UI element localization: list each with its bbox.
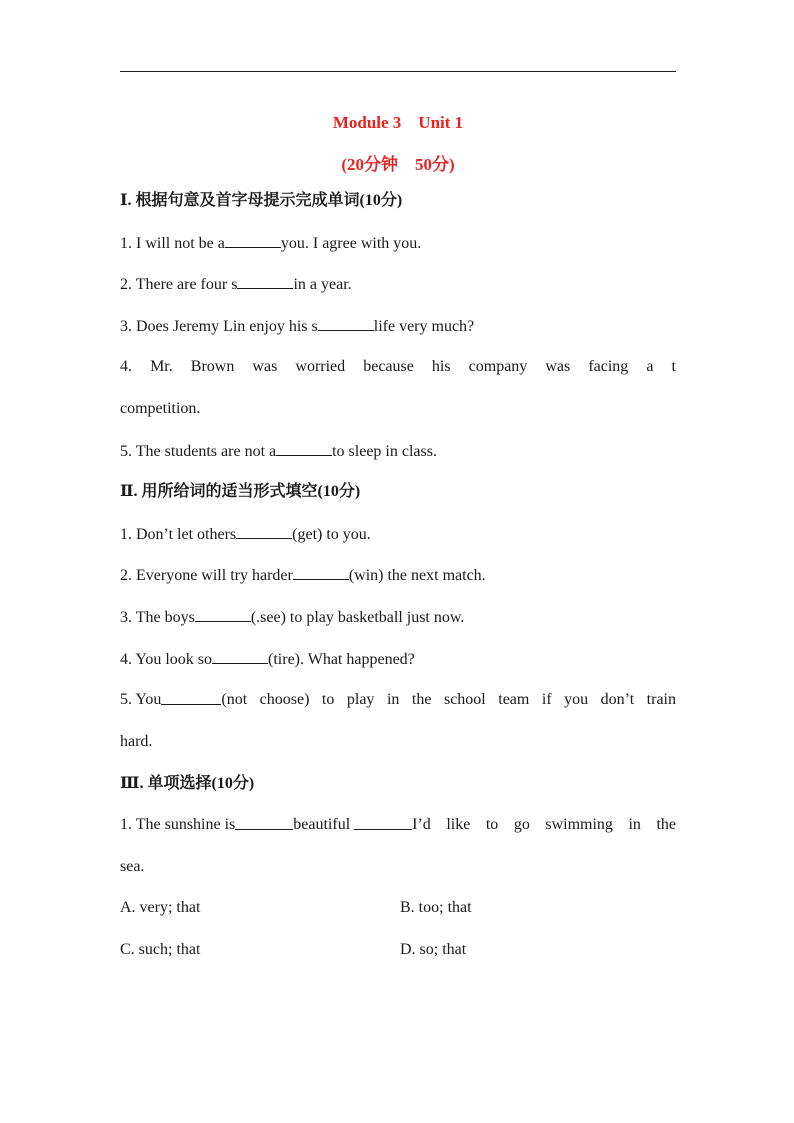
s1-question-2: [120, 274, 676, 295]
answer-blank[interactable]: [354, 815, 412, 830]
s3-q1-text-a: 1. The sunshine is: [120, 816, 236, 833]
s3-question-1-cont: sea.: [120, 858, 145, 875]
s2-q5-text-b: (not choose) to play in the school team if you don’t train: [221, 691, 676, 708]
s2-q4-text-b: (tire). What happened?: [268, 651, 415, 668]
s1-q5-text-a: 5. The students are not a: [120, 443, 277, 460]
s2-question-4: [120, 649, 676, 670]
section3-heading: Ⅲ. 单项选择(10分): [120, 775, 255, 792]
s3-question-1: [120, 815, 676, 835]
s2-question-5-cont: hard.: [120, 733, 153, 750]
page-subtitle: (20分钟 50分): [341, 155, 455, 174]
option-d[interactable]: D. so; that: [400, 941, 467, 958]
answer-blank[interactable]: [293, 565, 349, 580]
s1-question-3: [120, 316, 676, 337]
answer-blank[interactable]: [276, 441, 332, 456]
page-title: Module 3 Unit 1: [332, 113, 464, 132]
s3-q1-text-c: I’d like to go swimming in the: [412, 816, 676, 833]
s1-question-1: [120, 233, 676, 254]
s2-question-3: [120, 607, 676, 628]
s2-q5-text-a: 5. You: [120, 691, 162, 708]
section1-heading: Ⅰ. 根据句意及首字母提示完成单词(10分): [120, 192, 403, 209]
s1-question-4: 4. Mr. Brown was worried because his company was facing a t: [120, 358, 676, 375]
s2-q2-text-a: 2. Everyone will try harder: [120, 567, 293, 584]
answer-blank[interactable]: [235, 815, 293, 830]
s2-q2-text-b: (win) the next match.: [348, 567, 486, 584]
section2-heading: Ⅱ. 用所给词的适当形式填空(10分): [120, 483, 361, 500]
answer-blank[interactable]: [236, 524, 292, 539]
s2-q1-text-a: 1. Don’t let others: [120, 526, 237, 543]
s1-q1-text-b: you. I agree with you.: [280, 235, 422, 252]
s1-q5-text-b: to sleep in class.: [332, 443, 437, 460]
s1-q3-text-b: life very much?: [373, 318, 475, 335]
answer-blank[interactable]: [225, 233, 281, 248]
answer-blank[interactable]: [318, 316, 374, 331]
s1-q2-text-a: 2. There are four s: [120, 276, 238, 293]
s2-question-5: [120, 690, 676, 710]
s2-q4-text-a: 4. You look so: [120, 651, 213, 668]
option-a[interactable]: A. very; that: [120, 899, 201, 916]
answer-blank[interactable]: [212, 649, 268, 664]
s2-q3-text-b: (.see) to play basketball just now.: [250, 609, 465, 626]
s3-q1-text-b: beautiful: [293, 816, 351, 833]
answer-blank[interactable]: [195, 607, 251, 622]
answer-blank[interactable]: [161, 690, 221, 705]
s2-question-1: [120, 524, 676, 545]
answer-blank[interactable]: [237, 274, 293, 289]
option-c[interactable]: C. such; that: [120, 941, 201, 958]
s2-q1-text-b: (get) to you.: [292, 526, 371, 543]
s1-question-4-cont: competition.: [120, 400, 201, 417]
option-b[interactable]: B. too; that: [400, 899, 472, 916]
header-rule: [120, 71, 676, 72]
s1-q1-text-a: 1. I will not be a: [120, 235, 225, 252]
s2-q3-text-a: 3. The boys: [120, 609, 195, 626]
s1-q2-text-b: in a year.: [293, 276, 352, 293]
s2-question-2: [120, 565, 676, 586]
s1-q3-text-a: 3. Does Jeremy Lin enjoy his s: [120, 318, 318, 335]
s1-question-5: [120, 441, 676, 462]
